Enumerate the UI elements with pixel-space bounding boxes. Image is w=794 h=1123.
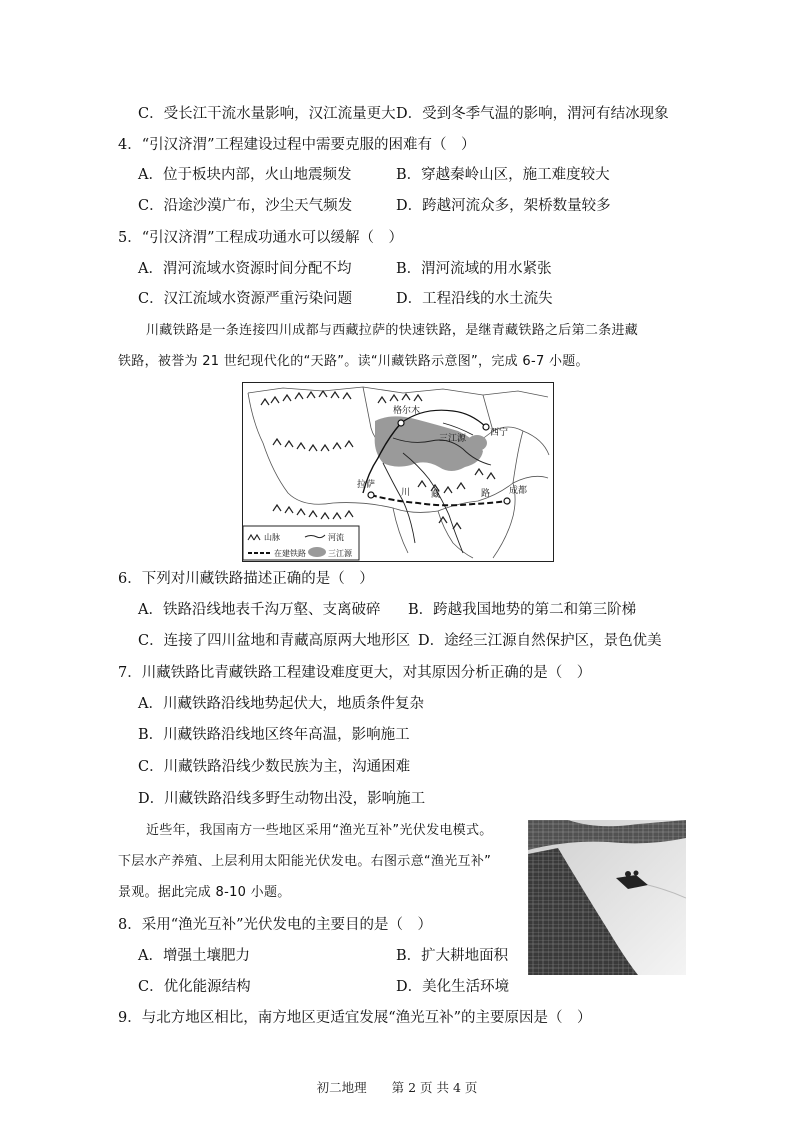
q8-option-b: B．扩大耕地面积: [396, 948, 509, 964]
label-xining: 西宁: [490, 428, 509, 438]
xining-marker: [483, 424, 489, 430]
label-chengdu: 成都: [509, 486, 528, 496]
q8-option-c: C．优化能源结构: [138, 979, 251, 995]
q7-option-c: C．川藏铁路沿线少数民族为主，沟通困难: [138, 759, 411, 775]
q8-option-a: A．增强土壤肥力: [138, 948, 250, 964]
q4-option-b: B．穿越秦岭山区，施工难度较大: [396, 167, 610, 183]
q5-option-c: C．汉江流域水资源严重污染问题: [138, 291, 353, 307]
label-lasa: 拉萨: [357, 480, 376, 490]
q6-option-d: D．途经三江源自然保护区，景色优美: [418, 633, 662, 649]
passage-2-line-1: 近些年，我国南方一些地区采用“渔光互补”光伏发电模式。: [146, 823, 493, 838]
q6-option-b: B．跨越我国地势的第二和第三阶梯: [408, 602, 637, 618]
legend-mountain-label: 山脉: [264, 533, 280, 542]
q6-option-c: C．连接了四川盆地和青藏高原两大地形区: [138, 633, 411, 649]
passage-1-line-1: 川藏铁路是一条连接四川成都与西藏拉萨的快速铁路，是继青藏铁路之后第二条进藏: [146, 323, 639, 338]
chengdu-marker: [504, 498, 510, 504]
q7-option-b: B．川藏铁路沿线地区终年高温，影响施工: [138, 727, 410, 743]
passage-1-line-2: 铁路，被誉为 21 世纪现代化的“天路”。读“川藏铁路示意图”，完成 6-7 小题。: [118, 354, 589, 369]
q5-stem: 5．“引汉济渭”工程成功通水可以缓解（ ）: [118, 230, 404, 246]
page-footer: 初二地理 第 2 页 共 4 页: [316, 1080, 478, 1095]
sanjiangyuan-lake: [467, 435, 487, 451]
q7-stem: 7．川藏铁路比青藏铁路工程建设难度更大，对其原因分析正确的是（ ）: [118, 665, 592, 681]
q3-option-c: C．受长江干流水量影响，汉江流量更大: [138, 106, 396, 122]
geermu-marker: [398, 420, 404, 426]
q9-stem: 9．与北方地区相比，南方地区更适宜发展“渔光互补”的主要原因是（ ）: [118, 1010, 592, 1026]
fishery-solar-photo: [528, 820, 686, 975]
passage-2-line-3: 景观。据此完成 8-10 小题。: [118, 885, 291, 900]
label-chuan: 川: [401, 488, 411, 498]
legend-railway-label: 在建铁路: [274, 549, 306, 558]
q8-option-d: D．美化生活环境: [396, 979, 510, 995]
label-lu: 路: [481, 489, 491, 499]
sanjiangyuan-area: [375, 416, 483, 471]
legend-source-icon: [308, 547, 326, 557]
sichuan-tibet-railway-map: [242, 382, 554, 562]
q5-option-a: A．渭河流域水资源时间分配不均: [138, 261, 352, 277]
legend-source-label: 三江源: [328, 549, 352, 558]
passage-2-line-2: 下层水产养殖、上层利用太阳能光伏发电。右图示意“渔光互补”: [118, 854, 492, 869]
q5-option-d: D．工程沿线的水土流失: [396, 291, 553, 307]
q4-stem: 4．“引汉济渭”工程建设过程中需要克服的困难有（ ）: [118, 137, 476, 153]
q8-stem: 8．采用“渔光互补”光伏发电的主要目的是（ ）: [118, 917, 433, 933]
q6-stem: 6．下列对川藏铁路描述正确的是（ ）: [118, 571, 374, 587]
q3-option-d: D．受到冬季气温的影响，渭河有结冰现象: [396, 106, 669, 122]
q4-option-a: A．位于板块内部，火山地震频发: [138, 167, 352, 183]
map-legend: [243, 526, 359, 560]
label-sanjiangyuan: 三江源: [439, 434, 467, 444]
q4-option-c: C．沿途沙漠广布，沙尘天气频发: [138, 198, 353, 214]
legend-river-label: 河流: [328, 533, 344, 542]
lasa-marker: [368, 492, 374, 498]
label-geermu: 格尔木: [393, 406, 421, 416]
q4-option-d: D．跨越河流众多，架桥数量较多: [396, 198, 611, 214]
q5-option-b: B．渭河流域的用水紧张: [396, 261, 552, 277]
q6-option-a: A．铁路沿线地表千沟万壑、支离破碎: [138, 602, 381, 618]
label-zang: 藏: [431, 490, 441, 500]
q7-option-a: A．川藏铁路沿线地势起伏大，地质条件复杂: [138, 696, 424, 712]
q7-option-d: D．川藏铁路沿线多野生动物出没，影响施工: [138, 791, 426, 807]
